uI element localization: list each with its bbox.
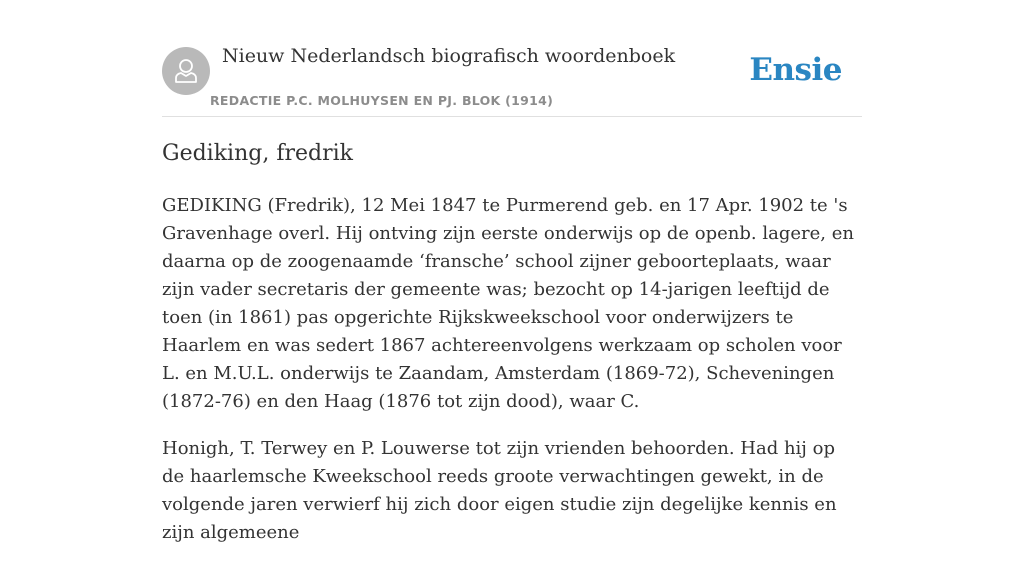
entry-paragraph: GEDIKING (Fredrik), 12 Mei 1847 te Purmerend geb. en 17 Apr. 1902 te 's Gravenhage overl. Hij ontving zijn eerste onderwijs op de openb. lagere, en daarna op de zoogenaamde ‘fransche’ school zijner geboorteplaats, waar zijn vader secretaris der gemeente was; bezocht op 14-jarigen leeftijd de toen (in 1861) pas opgerichte Rijkskweekschool voor onderwijzers te Haarlem en was sedert 1867 achtereenvolgens werkzaam op scholen voor L. en M.U.L. onderwijs te Zaandam, Amsterdam (1869-72), Scheveningen (1872-76) en den Haag (1876 tot zijn dood), waar C. bbox=[162, 195, 854, 412]
user-icon[interactable] bbox=[162, 47, 210, 95]
source-header bbox=[162, 0, 862, 117]
ensie-logo[interactable]: Ensie bbox=[749, 52, 842, 88]
entry-title: Gediking, fredrik bbox=[162, 141, 353, 166]
entry-paragraph: Honigh, T. Terwey en P. Louwerse tot zijn vrienden behoorden. Had hij op de haarlemsche Kweekschool reeds groote verwachtingen gewekt, in de volgende jaren verwierf hij zich door eigen studie zijn degelijke kennis en zijn algemeene bbox=[162, 438, 837, 543]
source-editors: REDACTIE P.C. MOLHUYSEN EN PJ. BLOK (1914) bbox=[210, 93, 554, 108]
entry-body bbox=[162, 192, 862, 566]
source-title[interactable]: Nieuw Nederlandsch biografisch woordenboek bbox=[222, 45, 676, 67]
